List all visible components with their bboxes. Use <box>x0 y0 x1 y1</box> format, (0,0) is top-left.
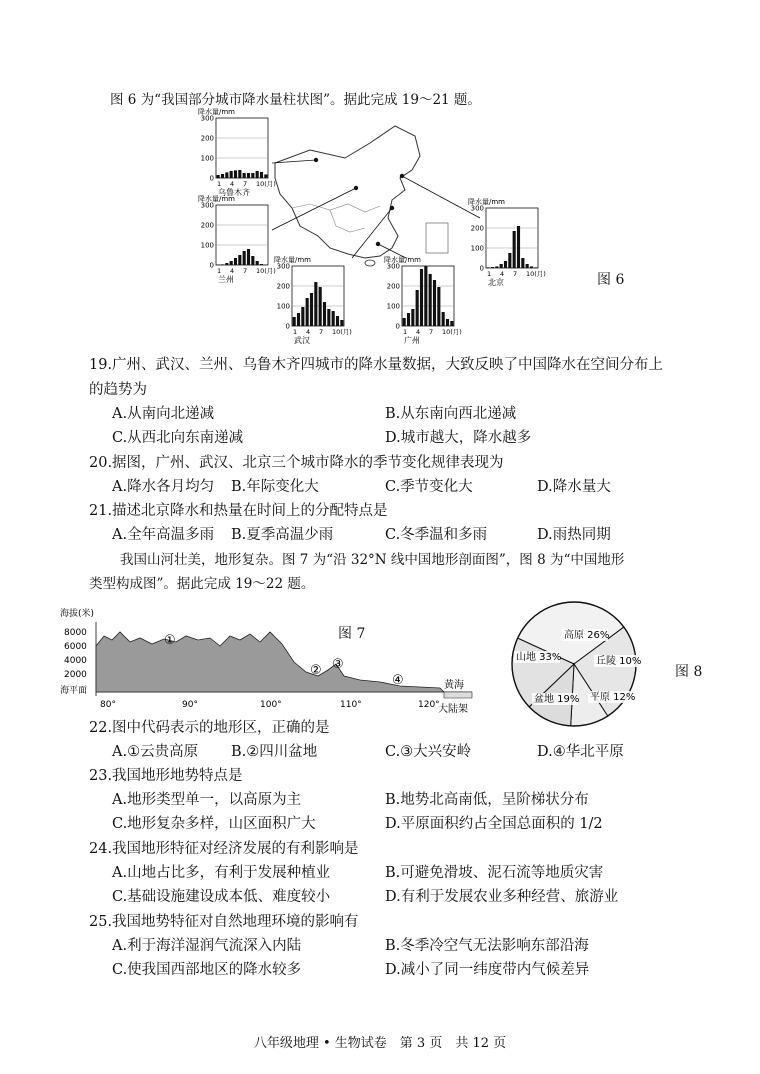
question-21: 21.描述北京降水和热量在时间上的分配特点是 <box>89 503 388 519</box>
precip-ytick: 100 <box>386 302 400 311</box>
q21-option-b[interactable]: B.夏季高温少雨 <box>231 527 334 543</box>
pie-label-平原: 平原 12% <box>590 692 636 703</box>
precip-bar <box>319 287 322 326</box>
precip-bar <box>429 274 432 326</box>
precip-chart-1 <box>198 194 276 284</box>
question-19-cont: 的趋势为 <box>89 382 147 398</box>
precip-bar <box>513 231 516 268</box>
q23-option-d[interactable]: D.平原面积约占全国总面积的 1/2 <box>385 816 603 832</box>
precip-bar <box>495 266 498 268</box>
precip-bar <box>450 321 453 326</box>
precip-bar <box>251 173 254 178</box>
precip-frame <box>216 205 268 265</box>
precip-bar <box>534 267 537 268</box>
precip-xtick: 1 <box>293 328 298 336</box>
precip-ytick: 200 <box>386 282 400 291</box>
precip-bar <box>340 320 343 326</box>
q25-option-d[interactable]: D.减小了同一纬度带内气候差异 <box>385 962 590 978</box>
precip-ytick: 300 <box>200 201 214 210</box>
q21-option-d[interactable]: D.雨热同期 <box>537 527 611 543</box>
precip-xtick: 7 <box>243 180 248 188</box>
q19-option-d[interactable]: D.城市越大，降水越多 <box>385 430 532 446</box>
question-22: 22.图中代码表示的地形区，正确的是 <box>89 720 330 736</box>
precip-bar <box>217 175 220 178</box>
precip-bar <box>247 173 250 178</box>
figure-6-label: 图 6 <box>597 272 625 288</box>
precip-ytick: 200 <box>276 282 290 291</box>
precip-bar <box>230 261 233 265</box>
precip-bar <box>301 307 304 326</box>
precip-bar <box>264 174 267 178</box>
precip-xtick: 7 <box>429 328 434 336</box>
page-footer: 八年级地理 • 生物试卷 第 3 页 共 12 页 <box>253 1036 507 1051</box>
fig7-xtick: 90° <box>182 700 198 710</box>
precip-bar <box>508 253 511 268</box>
question-20: 20.据图，广州、武汉、北京三个城市降水的季节变化规律表现为 <box>89 455 504 471</box>
question-24: 24.我国地形特征对经济发展的有利影响是 <box>89 841 359 857</box>
q25-option-b[interactable]: B.冬季冷空气无法影响东部沿海 <box>385 938 589 954</box>
precip-chart-0 <box>198 108 276 197</box>
precip-xtick: 7 <box>513 270 518 278</box>
precip-bar <box>487 267 490 268</box>
precip-xtick: 4 <box>230 180 235 188</box>
precip-xtick: 7 <box>243 267 248 275</box>
fig7-ytick: 海平面 <box>60 686 88 696</box>
fig7-xtick: 110° <box>340 700 362 710</box>
precip-bar <box>403 318 406 326</box>
q20-option-a[interactable]: A.降水各月均匀 <box>112 479 215 495</box>
precip-bar <box>243 173 246 178</box>
q19-option-c[interactable]: C.从西北向东南递减 <box>112 430 244 446</box>
figure-8-terrain-pie <box>494 598 654 730</box>
fig7-ylabel: 海拔(米) <box>60 609 95 619</box>
precip-bar <box>238 255 241 265</box>
precip-bar <box>411 309 414 326</box>
precip-bar <box>530 266 533 268</box>
precip-xtick: 1 <box>217 180 222 188</box>
precip-bar <box>234 170 237 178</box>
q20-option-b[interactable]: B.年际变化大 <box>231 479 319 495</box>
precip-ytick: 100 <box>470 244 484 253</box>
fig7-ytick: 6000 <box>64 642 87 652</box>
q21-option-c[interactable]: C.冬季温和多雨 <box>385 527 488 543</box>
question-23: 23.我国地形地势特点是 <box>89 768 243 784</box>
q22-option-a[interactable]: A.①云贵高原 <box>112 744 199 760</box>
pie-label-山地: 山地 33% <box>516 652 562 663</box>
fig7-ytick: 4000 <box>64 656 87 666</box>
figure-8-label: 图 8 <box>675 664 703 680</box>
precip-bar <box>297 313 300 326</box>
q25-option-c[interactable]: C.使我国西部地区的降水较多 <box>112 962 302 978</box>
fig7-ytick: 2000 <box>64 670 87 680</box>
fig7-ytick: 8000 <box>64 628 87 638</box>
precip-bar <box>416 290 419 326</box>
precip-bar <box>521 258 524 268</box>
precip-bar <box>260 172 263 178</box>
q20-option-c[interactable]: C.季节变化大 <box>385 479 473 495</box>
fig7-xtick: 80° <box>100 700 116 710</box>
precip-bar <box>332 311 335 326</box>
precip-bar <box>260 264 263 265</box>
intro-fig6: 图 6 为“我国部分城市降水量柱状图”。据此完成 19～21 题。 <box>110 92 481 108</box>
precip-bar <box>407 313 410 326</box>
q23-option-c[interactable]: C.地形复杂多样，山区面积广大 <box>112 816 316 832</box>
q21-option-a[interactable]: A.全年高温多雨 <box>112 527 215 543</box>
precip-xtick: 1 <box>403 328 408 336</box>
fig7-sea: 黄海 <box>444 680 464 691</box>
precip-chart-4 <box>468 197 546 287</box>
precip-xtick: 10(月) <box>256 267 276 275</box>
precip-bar <box>446 319 449 326</box>
pie-label-丘陵: 丘陵 10% <box>596 656 642 667</box>
precip-ytick: 0 <box>209 261 214 270</box>
precip-bar <box>234 258 237 265</box>
precip-ylabel: 降水量/mm <box>384 256 421 264</box>
precip-ytick: 100 <box>276 302 290 311</box>
q19-option-b[interactable]: B.从东南向西北递减 <box>385 406 517 422</box>
fig7-mark-2: ② <box>310 663 322 678</box>
precip-xtick: 4 <box>416 328 421 336</box>
precip-frame <box>216 118 268 178</box>
precip-bar <box>517 226 520 268</box>
precip-bar <box>221 174 224 178</box>
precip-city-label: 北京 <box>488 278 504 287</box>
precip-bar <box>433 280 436 326</box>
precip-bar <box>424 266 427 326</box>
precip-xtick: 10(月) <box>526 270 546 278</box>
precip-bar <box>247 249 250 265</box>
precip-bar <box>306 298 309 326</box>
figure-6-precipitation-map <box>180 108 600 348</box>
precip-bar <box>243 251 246 265</box>
precip-ytick: 0 <box>395 322 400 331</box>
precip-xtick: 4 <box>306 328 311 336</box>
precip-xtick: 10(月) <box>256 180 276 188</box>
pie-label-盆地: 盆地 19% <box>534 694 580 705</box>
precip-bar <box>526 264 529 268</box>
intro-fig7-8-line1: 我国山河壮美，地形复杂。图 7 为“沿 32°N 线中国地形剖面图”，图 8 为“中国地形 <box>120 552 625 568</box>
precip-bar <box>323 302 326 326</box>
precip-ylabel: 降水量/mm <box>198 195 235 203</box>
q22-option-c[interactable]: C.③大兴安岭 <box>385 744 472 760</box>
precip-ytick: 200 <box>470 224 484 233</box>
precip-ytick: 0 <box>479 264 484 273</box>
q24-option-b[interactable]: B.可避免滑坡、泥石流等地质灾害 <box>385 865 604 881</box>
precip-ytick: 200 <box>200 221 214 230</box>
precip-city-label: 乌鲁木齐 <box>218 188 250 197</box>
precip-xtick: 10(月) <box>442 328 462 336</box>
figure-7-label: 图 7 <box>338 626 366 642</box>
precip-bar <box>310 293 313 326</box>
precip-ytick: 300 <box>200 114 214 123</box>
precip-ytick: 300 <box>470 204 484 213</box>
precip-ylabel: 降水量/mm <box>274 256 311 264</box>
precip-bar <box>256 261 259 265</box>
precip-xtick: 7 <box>319 328 324 336</box>
fig7-xtick: 100° <box>260 700 282 710</box>
precip-bar <box>500 264 503 268</box>
fig7-xtick: 120° <box>418 700 440 710</box>
precip-bar <box>251 256 254 265</box>
precip-bar <box>238 170 241 178</box>
figure-7-terrain-profile <box>60 606 480 724</box>
precip-city-label: 武汉 <box>294 336 310 345</box>
precip-bar <box>256 171 259 178</box>
q24-option-c[interactable]: C.基础设施建设成本低、难度较小 <box>112 889 331 905</box>
q23-option-b[interactable]: B.地势北高南低，呈阶梯状分布 <box>385 792 589 808</box>
precip-xtick: 10(月) <box>332 328 352 336</box>
precip-xtick: 1 <box>487 270 492 278</box>
fig7-mark-1: ① <box>164 633 176 648</box>
precip-xtick: 4 <box>500 270 505 278</box>
precip-ytick: 100 <box>200 241 214 250</box>
q25-option-a[interactable]: A.利于海洋湿润气流深入内陆 <box>112 938 302 954</box>
q24-option-a[interactable]: A.山地占比多，有利于发展种植业 <box>112 865 331 881</box>
precip-ytick: 0 <box>285 322 290 331</box>
precip-bar <box>327 309 330 326</box>
precip-bar <box>442 312 445 326</box>
precip-ytick: 300 <box>276 262 290 271</box>
fig7-mark-3: ③ <box>332 657 344 672</box>
precip-bar <box>230 171 233 178</box>
precip-bar <box>437 287 440 326</box>
precip-bar <box>491 267 494 268</box>
precip-bar <box>336 316 339 326</box>
precip-bar <box>314 282 317 326</box>
precip-ytick: 200 <box>200 134 214 143</box>
intro-fig7-8-line2: 类型构成图”。据此完成 19～22 题。 <box>89 576 315 592</box>
precip-ylabel: 降水量/mm <box>468 198 505 206</box>
precip-city-label: 兰州 <box>218 275 234 284</box>
precip-xtick: 4 <box>230 267 235 275</box>
precip-bar <box>420 269 423 326</box>
precip-ytick: 100 <box>200 154 214 163</box>
q19-option-a[interactable]: A.从南向北递减 <box>112 406 215 422</box>
precip-ytick: 0 <box>209 174 214 183</box>
precip-ylabel: 降水量/mm <box>198 108 235 116</box>
precip-bar <box>225 263 228 265</box>
q24-option-d[interactable]: D.有利于发展农业多种经营、旅游业 <box>385 889 619 905</box>
fig7-mark-4: ④ <box>392 673 404 688</box>
precip-chart-2 <box>274 255 352 345</box>
pie-label-高原: 高原 26% <box>564 630 610 641</box>
precip-frame <box>486 208 538 268</box>
q20-option-d[interactable]: D.降水量大 <box>537 479 611 495</box>
precip-city-label: 广州 <box>404 336 420 345</box>
precip-bar <box>504 261 507 268</box>
question-25: 25.我国地势特征对自然地理环境的影响有 <box>89 914 359 930</box>
q22-option-b[interactable]: B.②四川盆地 <box>231 744 318 760</box>
q23-option-a[interactable]: A.地形类型单一，以高原为主 <box>112 792 302 808</box>
precip-xtick: 1 <box>217 267 222 275</box>
q22-option-d[interactable]: D.④华北平原 <box>537 744 624 760</box>
precip-ytick: 300 <box>386 262 400 271</box>
fig7-shelf: 大陆架 <box>438 704 468 715</box>
precip-bar <box>225 172 228 178</box>
precip-chart-3 <box>384 255 462 345</box>
precip-bar <box>293 317 296 326</box>
question-19: 19.广州、武汉、兰州、乌鲁木齐四城市的降水量数据，大致反映了中国降水在空间分布上 <box>89 357 664 373</box>
precip-bar <box>221 264 224 265</box>
